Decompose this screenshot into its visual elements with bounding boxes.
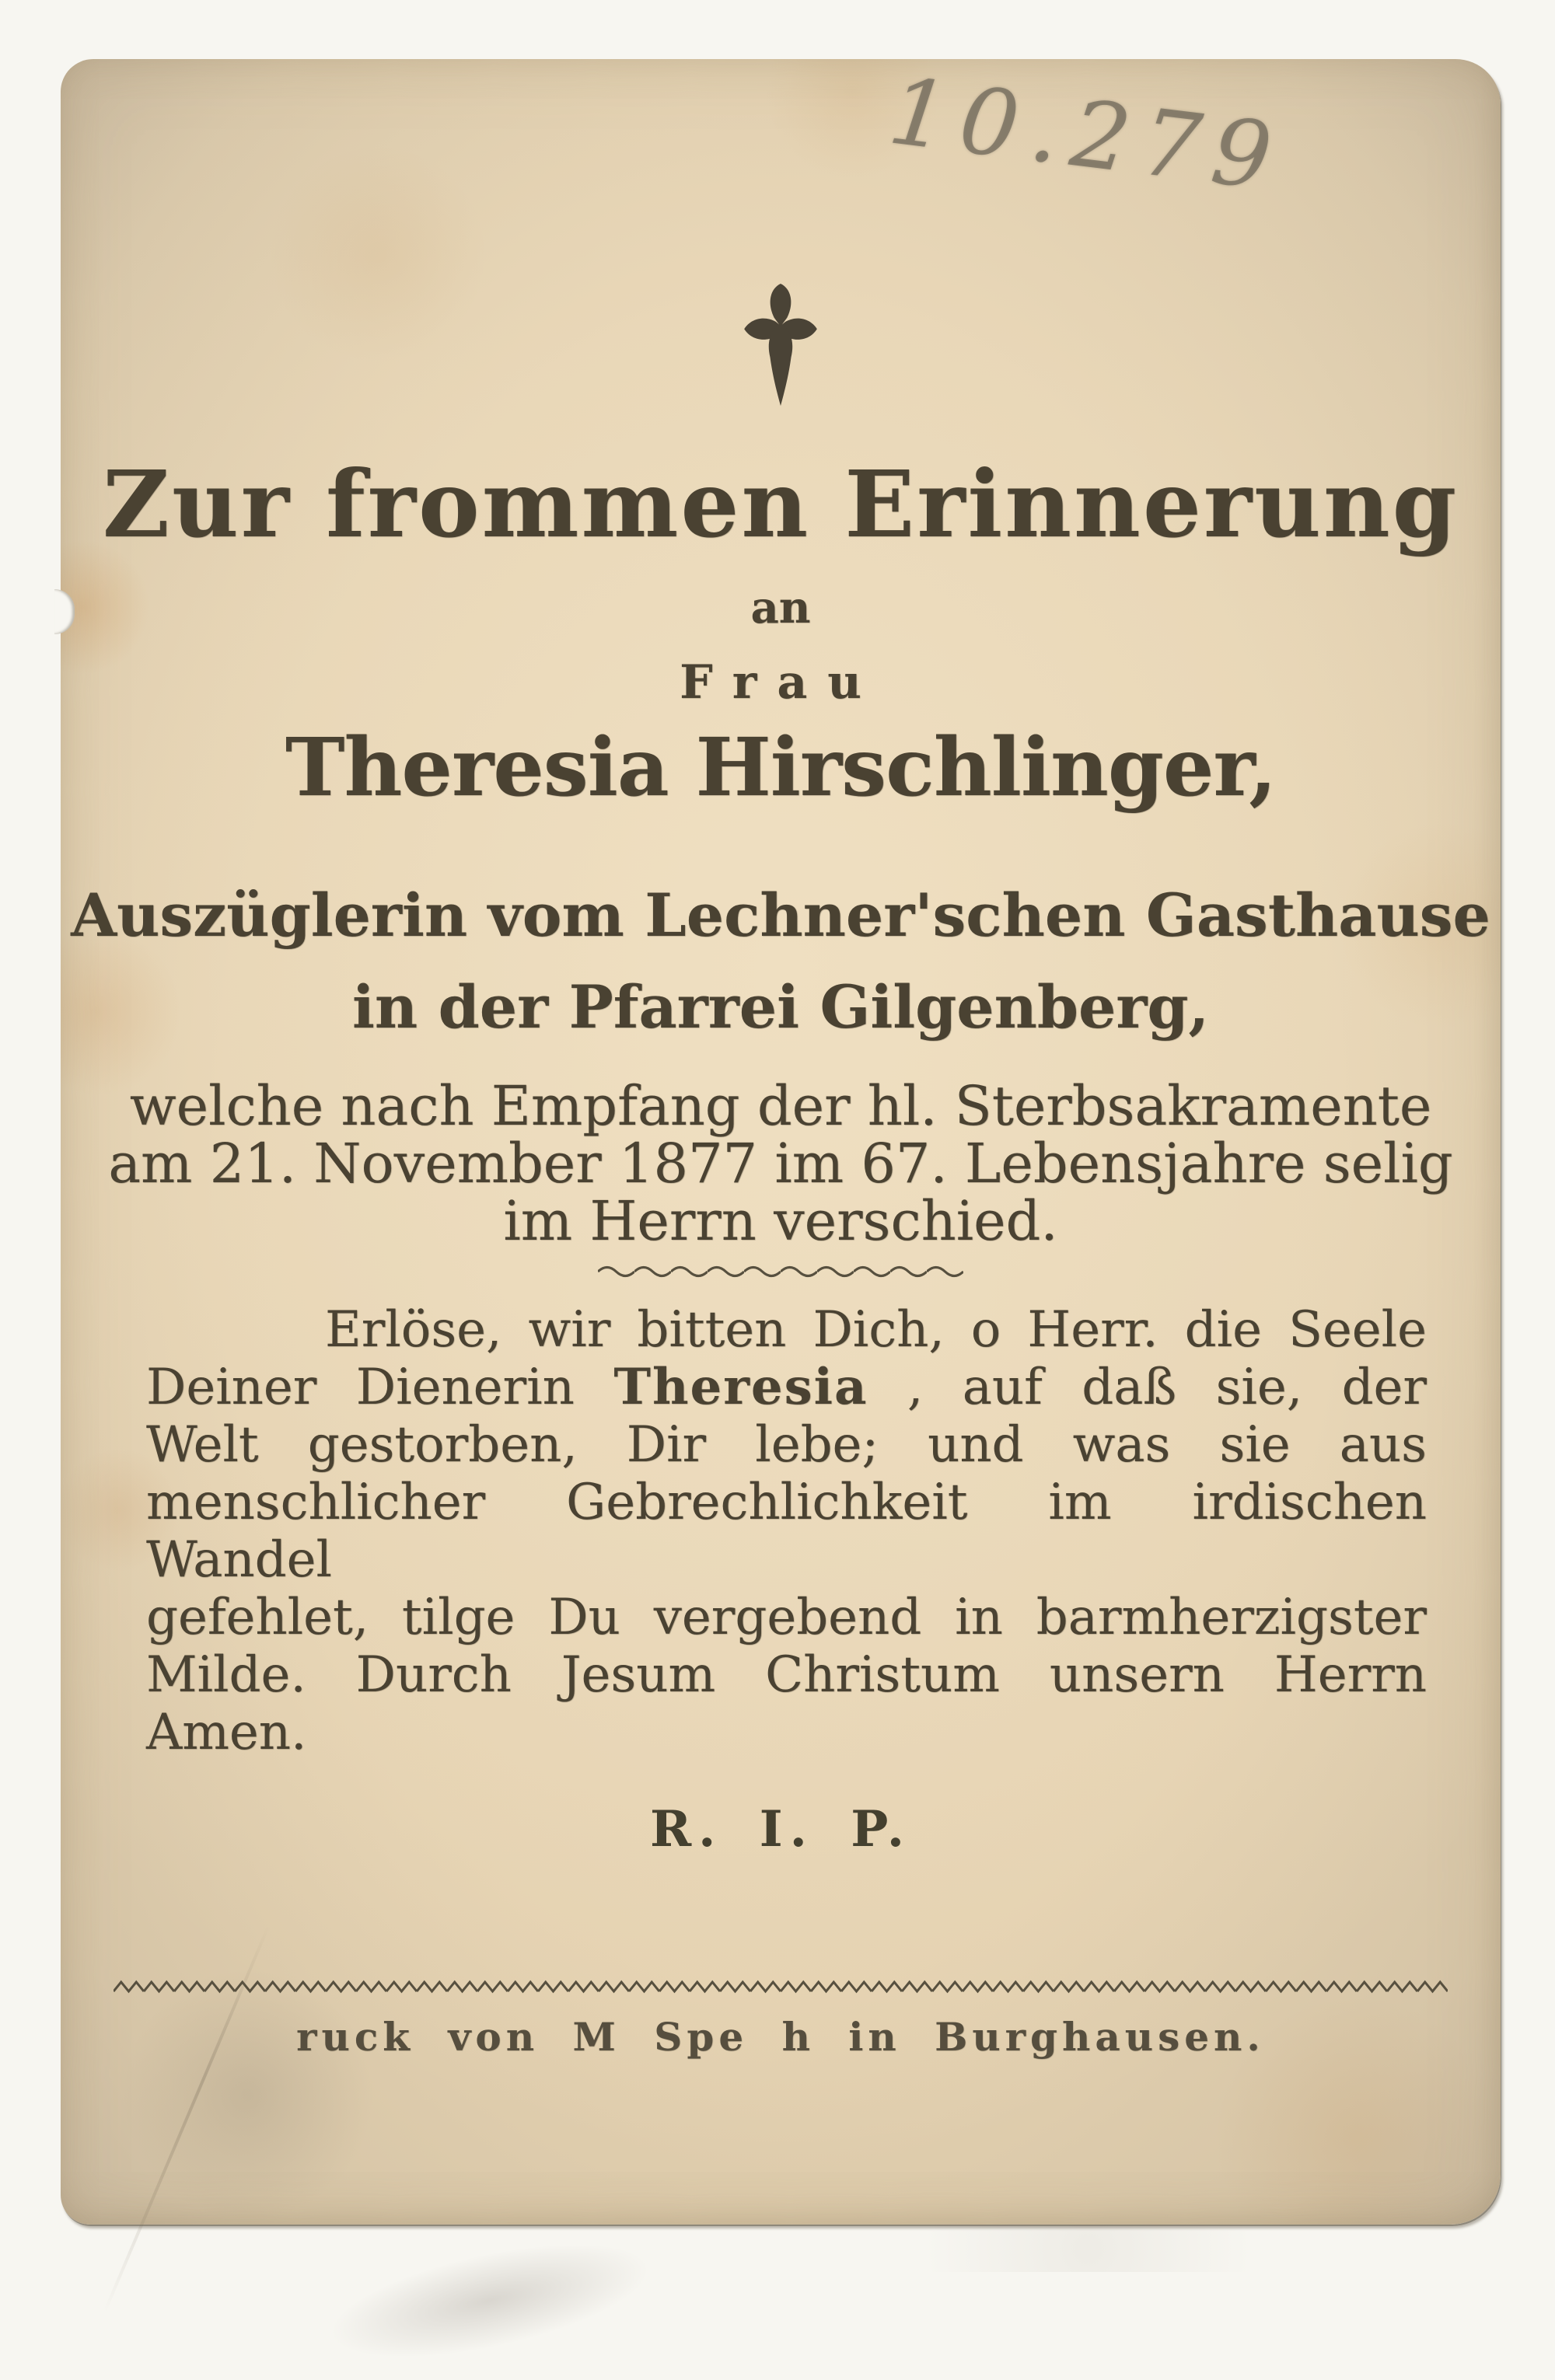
prayer-line-5: gefehlet, tilge Du vergebend in barmherzigster: [146, 1588, 1427, 1646]
prayer-line-4: menschlicher Gebrechlichkeit im irdischen Wandel: [146, 1473, 1427, 1589]
zigzag-divider: [61, 1975, 1501, 1998]
memorial-card: [61, 59, 1501, 2225]
wavy-divider: [61, 1261, 1501, 1279]
prayer-name-emphasis: Theresia: [613, 1357, 868, 1416]
rip-text: R. I. P.: [649, 1799, 912, 1858]
occupation-line-1: Auszüglerin vom Lechner'schen Gasthause: [71, 880, 1490, 950]
prayer-line-7: Amen.: [146, 1703, 307, 1761]
preposition-an: an: [750, 581, 811, 633]
prayer-line-2: [146, 1359, 1427, 1416]
wavy-divider-svg: [598, 1261, 963, 1279]
cross-icon: [61, 278, 1501, 423]
card-content: [61, 59, 1501, 2225]
zigzag-divider-svg: [114, 1975, 1448, 1998]
obituary-text: [61, 1073, 1501, 1253]
prayer-line-3: Welt gestorben, Dir lebe; und was sie aus: [146, 1415, 1427, 1474]
prayer-line-6: Milde. Durch Jesum Christum unsern Herrn: [146, 1645, 1427, 1704]
occupation-line-2: in der Pfarrei Gilgenberg,: [352, 972, 1209, 1042]
deceased-name: Theresia Hirschlinger,: [285, 720, 1277, 815]
prayer-text-segment: Deiner Dienerin: [146, 1358, 614, 1416]
honorific-frau: Frau: [680, 654, 882, 710]
prayer-line-1: Erlöse, wir bitten Dich, o Herr. die Seele: [325, 1300, 1427, 1359]
prayer-text-segment: , auf daß sie, der: [868, 1358, 1427, 1416]
obituary-line-2: am 21. November 1877 im 67. Lebensjahre selig: [108, 1131, 1453, 1195]
prayer-paragraph: [146, 1301, 1427, 1761]
cross-icon-svg: [740, 278, 821, 409]
scan-smudge: [320, 2221, 659, 2380]
obituary-line-1: welche nach Empfang der hl. Sterbsakramente: [129, 1073, 1432, 1138]
printer-imprint: ruck von M Spe h in Burghausen.: [296, 2013, 1265, 2060]
card-title: Zur frommen Erinnerung: [102, 450, 1459, 558]
handwritten-archive-number: 10.279: [883, 57, 1290, 212]
obituary-line-3: im Herrn verschied.: [503, 1188, 1058, 1253]
